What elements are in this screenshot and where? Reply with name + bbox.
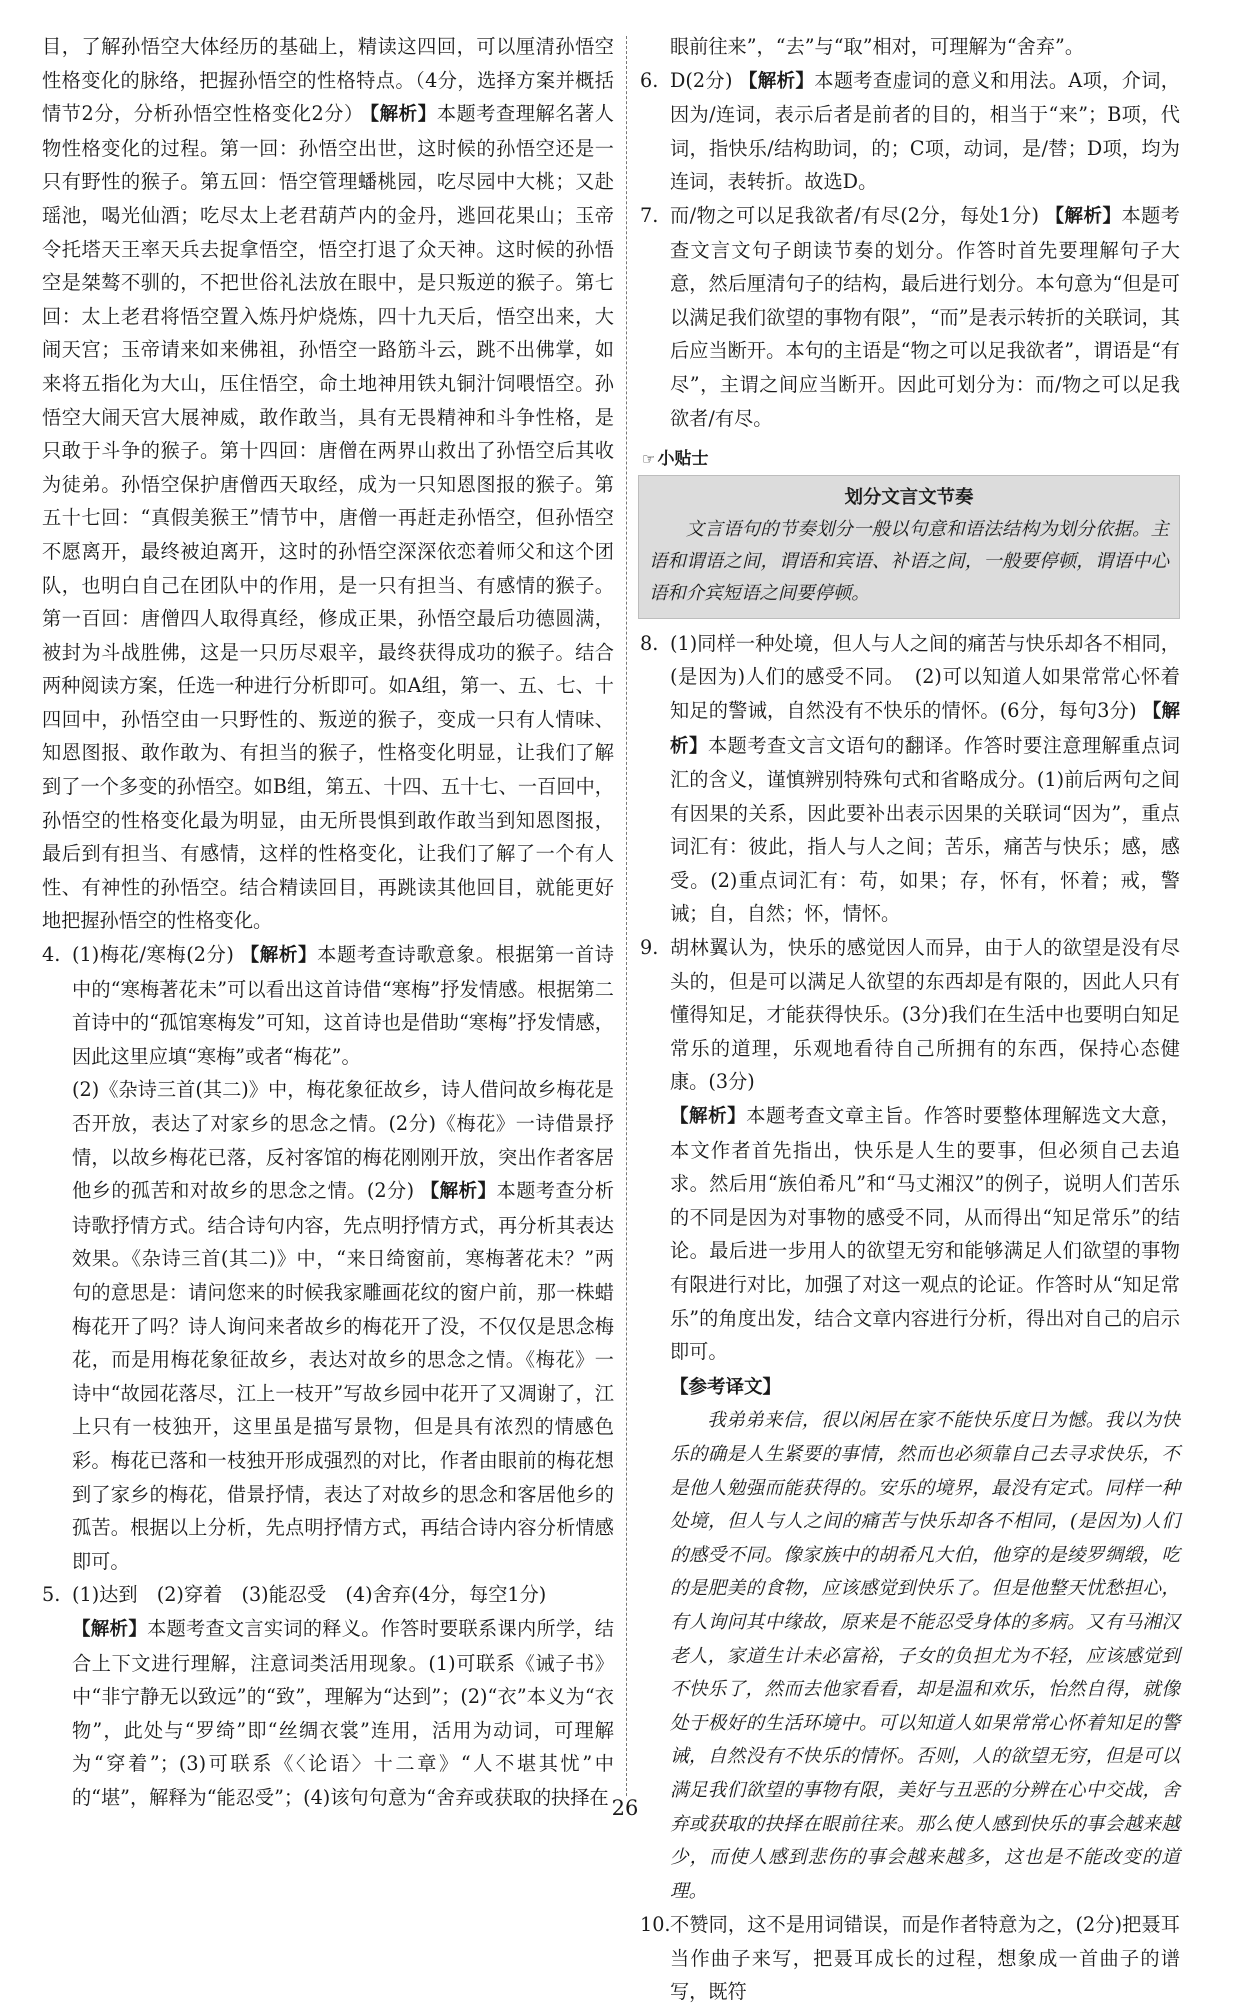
q5-answer: (1)达到 (2)穿着 (3)能忍受 (4)舍弃(4分，每空1分)	[72, 1583, 547, 1607]
q9-analysis: 本题考查文章主旨。作答时要整体理解选文大意，本文作者首先指出，快乐是人生的要事，但必须自己去追求。然后用“族伯希凡”和“马丈湘汉”的例子，说明人们苦乐的不同是因为对事物的感受不同，从而得出“知足常乐”的结论。最后进一步用人的欲望无穷和能够满足人们欲望的事物有限进行对比，加强了对这一观点的论证。作答时从“知足常乐”的角度出发，结合文章内容进行分析，得出对自己的启示即可。	[670, 1104, 1180, 1364]
question-5	[42, 1578, 614, 1814]
q8-content	[670, 627, 1180, 931]
q7-content	[670, 199, 1180, 435]
tip-label-text: 小贴士	[657, 449, 709, 470]
q6-analysis: 本题考查虚词的意义和用法。A项，介词，因为/连词，表示后者是前者的目的，相当于“来”；B项，代词，指快乐/结构助词，的；C项，动词，是/替；D项，均为连词，表转折。故选D。	[670, 68, 1180, 194]
jiexi-tag: 【解析】	[738, 70, 815, 92]
question-number: 10.	[640, 1913, 671, 1937]
question-number: 7.	[640, 203, 659, 227]
q3-answer-continued	[42, 30, 614, 938]
question-number: 8.	[640, 631, 659, 655]
question-number: 6.	[640, 68, 659, 92]
tip-text: 文言语句的节奏划分一般以句意和语法结构为划分依据。主语和谓语之间，谓语和宾语、补语之间，一般要停顿，谓语中心语和介宾短语之间要停顿。	[649, 518, 1169, 604]
jiexi-tag: 【解析】	[72, 1618, 148, 1640]
jiexi-tag: 【解析】	[239, 945, 318, 967]
tip-box	[638, 441, 1180, 619]
question-number: 5.	[42, 1583, 61, 1607]
q4-answer-2: (2)《杂诗三首(其二)》中，梅花象征故乡，诗人借问故乡梅花是否开放，表达了对家乡的思念之情。(2分)《梅花》一诗借景抒情，以故乡梅花已落，反衬客馆的梅花刚刚开放，突出作者客居他乡的孤苦和对故乡的思念之情。(2分)	[72, 1078, 614, 1203]
q5-analysis: 本题考查文言实词的释义。作答时要联系课内所学，结合上下文进行理解，注意词类活用现象。(1)可联系《诫子书》中“非宁静无以致远”的“致”，理解为“达到”；(2)“衣”本义为“衣物”，此处与“罗绮”即“丝绸衣裳”连用，活用为动词，可理解为“穿着”；(3)可联系《〈论语〉十二章》“人不堪其忧”中的“堪”，解释为“能忍受”；(4)该句句意为“舍弃或获取的抉择在	[72, 1616, 614, 1809]
q6-answer: D(2分)	[670, 68, 733, 92]
jiexi-tag: 【解析】	[369, 104, 437, 126]
jiexi-tag: 【解析】	[670, 700, 1180, 757]
question-10	[640, 1908, 1180, 2009]
tip-content	[638, 475, 1180, 619]
q5-analysis-continued: 眼前往来”，“去”与“取”相对，可理解为“舍弃”。	[670, 35, 1085, 58]
q4-part1	[72, 938, 614, 1073]
question-8	[640, 627, 1180, 931]
jiexi-tag: 【解析】	[670, 1106, 747, 1128]
question-number: 4.	[42, 943, 61, 967]
q4-answer-1: (1)梅花/寒梅(2分)	[72, 943, 234, 967]
q10-answer: 不赞同，这不是用词错误，而是作者特意为之，(2分)把聂耳当作曲子来写，把聂耳成长的过程，想象成一首曲子的谱写，既符	[670, 1913, 1180, 2004]
question-number: 9.	[640, 936, 659, 960]
question-6	[640, 64, 1180, 199]
jiexi-tag: 【解析】	[420, 1181, 497, 1203]
pointing-hand-icon: ☞	[642, 450, 656, 469]
q5-analysis-para	[72, 1612, 614, 1815]
q4-analysis-2: 本题考查分析诗歌抒情方式。结合诗句内容，先点明抒情方式，再分析其表达效果。《杂诗三首(其二)》中，“来日绮窗前，寒梅著花未？”两句的意思是：请问您来的时候我家雕画花纹的窗户前，那一株蜡梅花开了吗？诗人询问来者故乡的梅花开了没，不仅仅是思念梅花，而是用梅花象征故乡，表达对故乡的思念之情。《梅花》一诗中“故园花落尽，江上一枝开”写故乡园中花开了又凋谢了，江上只有一枝独开，这里虽是描写景物，但是具有浓烈的情感色彩。梅花已落和一枝独开形成强烈的对比，作者由眼前的梅花想到了家乡的梅花，借景抒情，表达了对故乡的思念和客居他乡的孤苦。根据以上分析，先点明抒情方式，再结合诗内容分析情感即可。	[72, 1179, 615, 1573]
left-column	[42, 30, 614, 1814]
reference-translation-title: 【参考译文】	[670, 1376, 782, 1398]
reference-translation: 我弟弟来信，很以闲居在家不能快乐度日为憾。我以为快乐的确是人生紧要的事情，然而也必须靠自己去寻求快乐，不是他人勉强而能获得的。安乐的境界，最没有定式。同样一种处境，但人与人之间的痛苦与快乐却各不相同，(是因为)人们的感受不同。像家族中的胡希凡大伯，他穿的是绫罗绸缎，吃的是肥美的食物，应该感觉到快乐了。但是他整天忧愁担心，有人询问其中缘故，原来是不能忍受身体的多病。又有马湘汉老人，家道生计未必富裕，子女的负担尤为不轻，应该感觉到不快乐了，然而去他家看看，却是温和欢乐，怡然自得，就像处于极好的生活环境中。可以知道人如果常常心怀着知足的警诫，自然没有不快乐的情怀。否则，人的欲望无穷，但是可以满足我们欲望的事物有限，美好与丑恶的分辨在心中交战，舍弃或获取的抉择在眼前往来。那么使人感到快乐的事会越来越少，而使人感到悲伤的事会越来越多，这也是不能改变的道理。	[670, 1410, 1180, 1902]
question-7	[640, 199, 1180, 435]
q3-analysis: 本题考查理解名著人物性格变化的过程。第一回：孙悟空出世，这时候的孙悟空还是一只有野性的猴子。第五回：悟空管理蟠桃园，吃尽园中大桃；又赴瑶池，喝光仙酒；吃尽太上老君葫芦内的金丹，逃回花果山；玉帝令托塔天王率天兵去捉拿悟空，悟空打退了众天神。这时候的孙悟空是桀骜不驯的，不把世俗礼法放在眼中，是只叛逆的猴子。第七回：太上老君将悟空置入炼丹炉烧炼，四十九天后，悟空出来，大闹天宫；玉帝请来如来佛祖，孙悟空一路筋斗云，跳不出佛掌，如来将五指化为大山，压住悟空，命土地神用铁丸铜汁饲喂悟空。孙悟空大闹天宫大展神威，敢作敢当，具有无畏精神和斗争性格，是只敢于斗争的猴子。第十四回：唐僧在两界山救出了孙悟空后其收为徒弟。孙悟空保护唐僧西天取经，成为一只知恩图报的猴子。第五十七回：“真假美猴王”情节中，唐僧一再赶走孙悟空，但孙悟空不愿离开，最终被迫离开，这时的孙悟空深深依恋着师父和这个团队，也明白自己在团队中的作用，是一只有担当、有感情的猴子。第一百回：唐僧四人取得真经，修成正果，孙悟空最后功德圆满，被封为斗战胜佛，这是一只历尽艰辛，最终获得成功的猴子。结合两种阅读方案，任选一种进行分析即可。如A组，第一、五、七、十四回中，孙悟空由一只野性的、叛逆的猴子，变成一只有人情味、知恩图报、敢作敢为、有担当的猴子，性格变化明显，让我们了解到了一个多变的孙悟空。如B组，第五、十四、五十七、一百回中，孙悟空的性格变化最为明显，由无所畏惧到敢作敢当到知恩图报，最后到有担当、有感情，这样的性格变化，让我们了解了一个有人性、有神性的孙悟空。结合精读回目，再跳读其他回目，就能更好地把握孙悟空的性格变化。	[42, 102, 614, 933]
jiexi-tag: 【解析】	[1045, 205, 1122, 227]
tip-label	[638, 447, 712, 471]
q9-analysis-para	[670, 1099, 1180, 1369]
q4-analysis-1: 本题考查诗歌意象。根据第一首诗中的“寒梅著花未”可以看出这首诗借“寒梅”抒发情感。根据第二首诗中的“孤馆寒梅发”可知，这首诗也是借助“寒梅”抒发情感，因此这里应填“寒梅”或者“梅花”。	[72, 943, 614, 1068]
page-number: 26	[611, 1796, 639, 1820]
q9-answer: 胡林翼认为，快乐的感觉因人而异，由于人的欲望是没有尽头的，但是可以满足人欲望的东西却是有限的，因此人只有懂得知足，才能获得快乐。(3分)我们在生活中也要明白知足常乐的道理，乐观地看待自己所拥有的东西，保持心态健康。(3分)	[670, 936, 1180, 1094]
q7-analysis: 本题考查文言文句子朗读节奏的划分。作答时首先要理解句子大意，然后厘清句子的结构，最后进行划分。本句意为“但是可以满足我们欲望的事物有限”，“而”是表示转折的关联词，其后应当断开。本句的主语是“物之可以足我欲者”，谓语是“有尽”，主谓之间应当断开。因此可划分为：而/物之可以足我欲者/有尽。	[670, 203, 1180, 430]
q3-answer-text: 目，了解孙悟空大体经历的基础上，精读这四回，可以厘清孙悟空性格变化的脉络，把握孙悟空的性格特点。（4分，选择方案并概括情节2分，分析孙悟空性格变化2分）	[42, 35, 614, 126]
q8-answer: (1)同样一种处境，但人与人之间的痛苦与快乐却各不相同，(是因为)人们的感受不同。 (2)可以知道人如果常常心怀着知足的警诫，自然没有不快乐的情怀。(6分，每句3分)	[670, 631, 1180, 722]
q4-part2	[72, 1073, 614, 1578]
q6-content	[670, 64, 1180, 199]
tip-title: 划分文言文节奏	[844, 486, 974, 508]
question-9	[640, 931, 1180, 1908]
question-4	[42, 938, 614, 1578]
q8-analysis: 本题考查文言文语句的翻译。作答时要注意理解重点词汇的含义，谨慎辨别特殊句式和省略成分。(1)前后两句之间有因果的关系，因此要补出表示因果的关联词“因为”，重点词汇有：彼此，指人与人之间；苦乐，痛苦与快乐；感，感受。(2)重点词汇有：苟，如果；存，怀有，怀着；戒，警诫；自，自然；怀，情怀。	[670, 733, 1180, 926]
right-column	[640, 30, 1180, 2009]
q7-answer: 而/物之可以足我欲者/有尽(2分，每处1分)	[670, 203, 1040, 227]
column-divider	[626, 36, 627, 1796]
